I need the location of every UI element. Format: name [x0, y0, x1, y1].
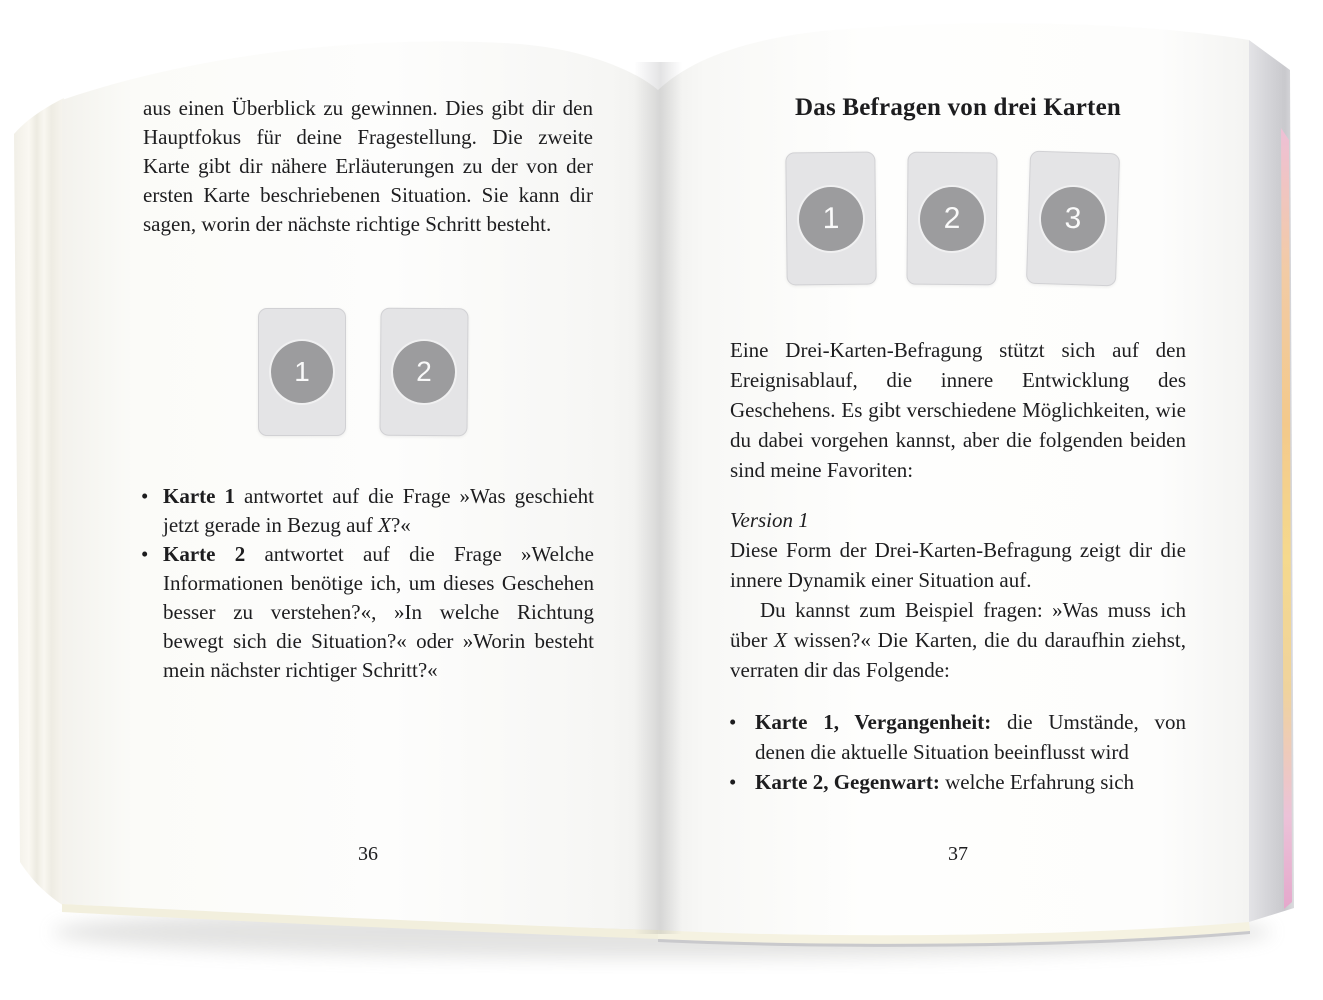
right-page-paragraph-2: Diese Form der Drei-Karten-Befragung zeigt dir die innere Dynamik einer Situation auf. [730, 538, 1186, 592]
bullet-text: welche Erfahrung sich [939, 770, 1135, 794]
card-2-illustration [379, 308, 468, 437]
bullet-text: die Umstände, von denen die aktuelle Situation beeinflusst wird [755, 710, 1186, 764]
bullet-bold-label: Karte 1 [163, 484, 235, 508]
list-item [726, 707, 1186, 767]
card-2-number: 2 [416, 355, 432, 388]
chapter-heading: Das Befragen von drei Karten [795, 94, 1121, 121]
card-3-illustration [1026, 151, 1120, 287]
three-card-spread-illustration [786, 152, 1118, 285]
card-2-number-badge [393, 341, 456, 404]
card-1-number: 1 [294, 356, 310, 387]
bullet-text: antwortet auf die Frage »Welche Informationen benötige ich, um dieses Geschehen besser zu verstehen?«, »In welche Richtung bewegt sich die Situation?« oder »Worin besteht mein nächster richtiger Schritt?« [163, 542, 594, 682]
paragraph-3-italic-x: X [774, 628, 787, 652]
card-1-number: 1 [822, 201, 840, 235]
left-page-number: 36 [358, 843, 378, 865]
right-page-bullet-list [726, 707, 1186, 797]
left-page-paragraph: aus einen Überblick zu gewinnen. Dies gibt dir den Hauptfokus für deine Fragestellung. Die zweite Karte gibt dir nähere Erläuterungen zu der von der ersten Karte beschriebenen Situation. Sie kann dir sagen, worin der nächste richtige Schritt besteht. [143, 96, 593, 236]
bullet-text: antwortet auf die Frage »Was geschieht jetzt gerade in Bezug auf [163, 484, 594, 537]
two-card-spread-illustration [258, 308, 468, 436]
bullet-text-after: ?« [390, 513, 411, 537]
card-1-illustration [258, 308, 346, 436]
card-2-number-badge [920, 186, 985, 251]
card-3-number-badge [1040, 186, 1106, 252]
bullet-bold-label: Karte 1, Vergangenheit: [755, 710, 992, 734]
card-3-number: 3 [1064, 201, 1082, 235]
bullet-bold-label: Karte 2, Gegenwart: [755, 770, 940, 794]
paragraph-3-text-after: wissen?« Die Karten, die du daraufhin ziehst, verraten dir das Folgende: [730, 628, 1186, 682]
card-2-number: 2 [943, 201, 961, 235]
left-page-bullet-list [139, 482, 594, 685]
bullet-bold-label: Karte 2 [163, 542, 246, 566]
bullet-italic-x: X [378, 513, 391, 537]
card-1-illustration [785, 152, 876, 286]
list-item [726, 767, 1186, 797]
right-page-paragraph-3 [730, 595, 1186, 685]
card-1-number-badge [799, 186, 864, 251]
card-1-number-badge [271, 341, 333, 403]
list-item [139, 482, 594, 540]
right-page-number: 37 [948, 843, 968, 865]
paragraph-3-text: Du kannst zum Beispiel fragen: »Was muss ich über [730, 598, 1186, 652]
card-2-illustration [906, 152, 997, 286]
list-item [139, 540, 594, 685]
right-page-paragraph-1: Eine Drei-Karten-Befragung stützt sich auf den Ereignisablauf, die innere Entwicklung des Geschehens. Es gibt verschiedene Möglichkeiten, wie du dabei vorgehen kannst, aber die folgenden beiden sind meine Favoriten: [730, 338, 1186, 482]
version-label: Version 1 [730, 508, 809, 532]
